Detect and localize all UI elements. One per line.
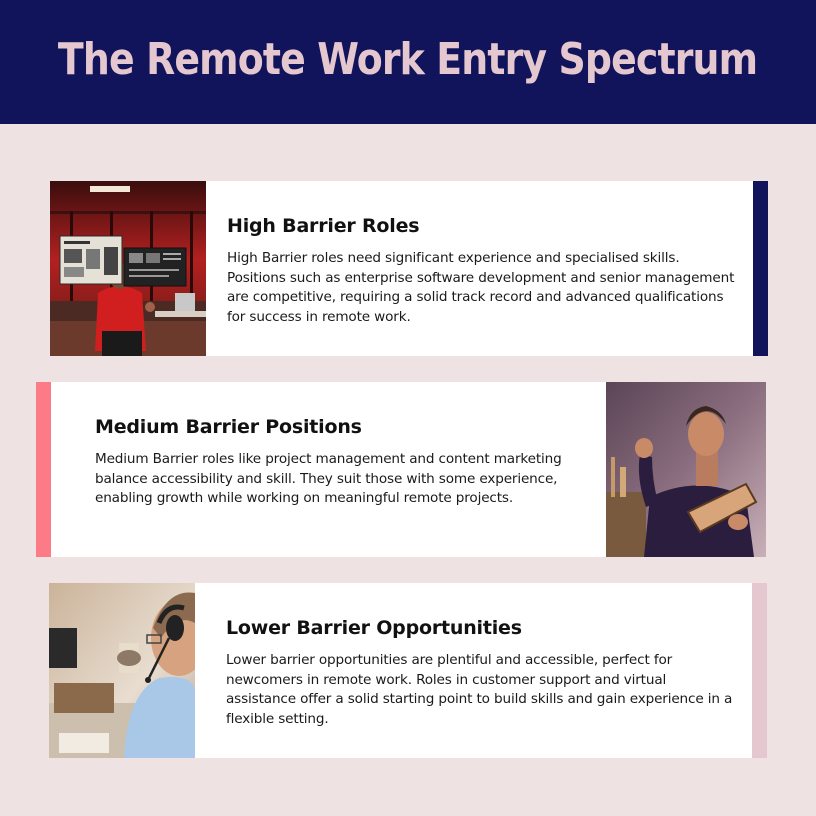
card-high-barrier [50,181,768,356]
accent-bar [36,382,51,557]
card-text [227,215,737,327]
card-body: Lower barrier opportunities are plentiful and accessible, perfect for newcomers in remote work. Roles in customer support and virtual assistance offer a solid starting point to build skills and gain experience in a flexible setting. [226,652,733,727]
card-title: High Barrier Roles [227,215,420,237]
card-text [95,416,575,509]
card-body: High Barrier roles need significant experience and specialised skills. Positions such as enterprise software development and senior management are competitive, requiring a solid track record and advanced qualifications for success in remote work. [227,250,735,325]
card-medium-barrier [36,382,766,557]
office-presentation-photo [50,181,206,356]
card-title: Lower Barrier Opportunities [226,617,522,639]
card-body: Medium Barrier roles like project management and content marketing balance accessibility and skill. They suit those with some experience, enabling growth while working on meaningful remote projects. [95,451,562,507]
header-banner [0,0,816,124]
customer-support-headset-photo [49,583,195,758]
card-lower-barrier [49,583,767,758]
accent-bar [752,583,767,758]
man-with-tablet-photo [606,382,766,557]
card-text [226,617,736,729]
card-title: Medium Barrier Positions [95,416,362,438]
page-title: The Remote Work Entry Spectrum [58,33,758,85]
accent-bar [753,181,768,356]
